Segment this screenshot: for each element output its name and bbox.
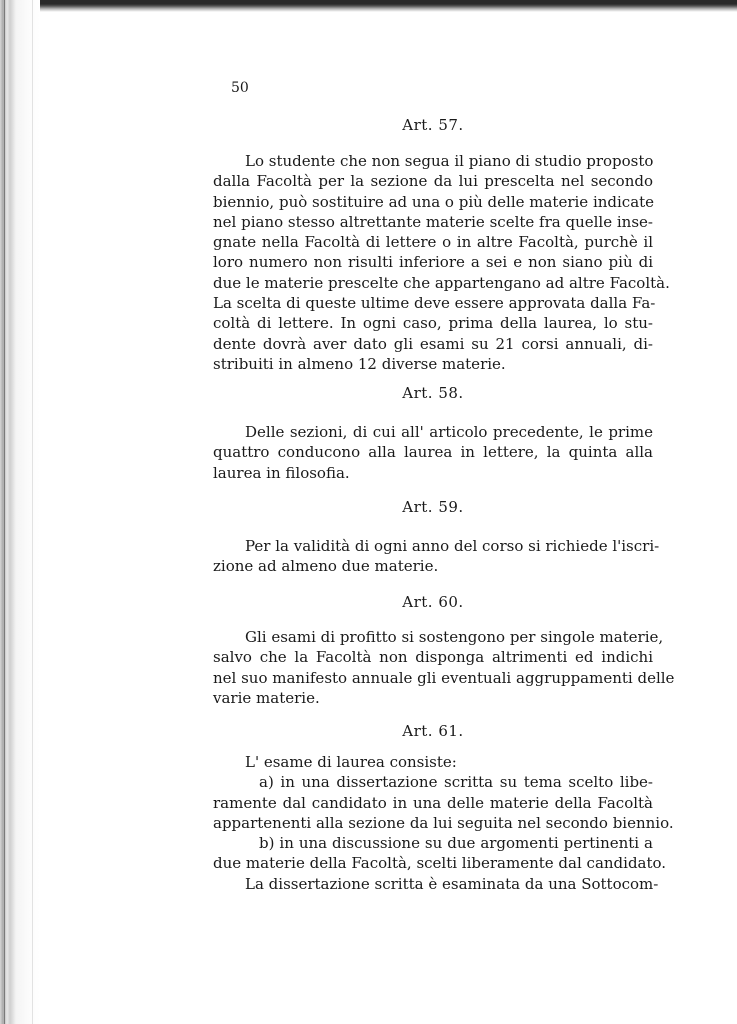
- text-line: stribuiti in almeno 12 diverse materie.: [213, 354, 506, 373]
- text-line: La dissertazione scritta è esaminata da una Sottocom-: [245, 874, 659, 893]
- article-57-text: [213, 151, 670, 374]
- article-58-text: [213, 422, 653, 483]
- text-line: coltà di lettere. In ogni caso, prima della laurea, lo stu-: [213, 314, 653, 333]
- text-line: laurea in filosofia.: [213, 463, 350, 482]
- text-line: due materie della Facoltà, scelti liberamente dal candidato.: [213, 854, 667, 873]
- article-58-heading: Art. 58.: [402, 384, 464, 402]
- text-line: salvo che la Facoltà non disponga altrimenti ed indichi: [213, 648, 653, 667]
- text-line: a) in una dissertazione scritta su tema scelto libe-: [259, 773, 653, 792]
- article-57-heading: Art. 57.: [402, 116, 464, 134]
- page-number: 50: [231, 80, 249, 96]
- text-line: ramente dal candidato in una delle materie della Facoltà: [213, 793, 653, 812]
- book-spine-edge: [0, 0, 40, 1024]
- text-line: due le materie prescelte che appartengano ad altre Facoltà.: [213, 273, 670, 292]
- text-line: L' esame di laurea consiste:: [245, 753, 457, 771]
- text-line: dalla Facoltà per la sezione da lui prescelta nel secondo: [213, 172, 653, 191]
- text-line: dente dovrà aver dato gli esami su 21 corsi annuali, di-: [213, 334, 653, 353]
- text-line: nel suo manifesto annuale gli eventuali aggruppamenti delle: [213, 668, 675, 687]
- text-line: Per la validità di ogni anno del corso si richiede l'iscri-: [245, 537, 660, 555]
- article-60-text: [213, 627, 675, 708]
- text-line: biennio, può sostituire ad una o più delle materie indicate: [213, 192, 655, 211]
- text-line: gnate nella Facoltà di lettere o in altre Facoltà, purchè il: [213, 233, 653, 252]
- text-line: b) in una discussione su due argomenti pertinenti a: [259, 834, 653, 853]
- spine-line: [4, 0, 5, 1024]
- text-line: Lo studente che non segua il piano di studio proposto: [245, 152, 654, 170]
- article-61-heading: Art. 61.: [402, 722, 464, 740]
- page-top-edge: [0, 0, 737, 12]
- text-line: quattro conducono alla laurea in lettere, la quinta alla: [213, 443, 653, 462]
- text-line: La scelta di queste ultime deve essere approvata dalla Fa-: [213, 294, 656, 313]
- article-60-heading: Art. 60.: [402, 593, 464, 611]
- article-59-heading: Art. 59.: [402, 498, 464, 516]
- text-line: varie materie.: [213, 688, 320, 707]
- article-61-text: [213, 752, 674, 894]
- spine-fold-line: [32, 0, 33, 1024]
- article-59-text: [213, 536, 660, 577]
- text-line: loro numero non risulti inferiore a sei e non siano più di: [213, 253, 653, 272]
- text-line: zione ad almeno due materie.: [213, 557, 439, 576]
- text-line: Delle sezioni, di cui all' articolo precedente, le prime: [245, 423, 653, 441]
- text-line: nel piano stesso altrettante materie scelte fra quelle inse-: [213, 212, 653, 231]
- text-line: appartenenti alla sezione da lui seguita nel secondo biennio.: [213, 813, 674, 832]
- text-line: Gli esami di profitto si sostengono per singole materie,: [245, 628, 664, 646]
